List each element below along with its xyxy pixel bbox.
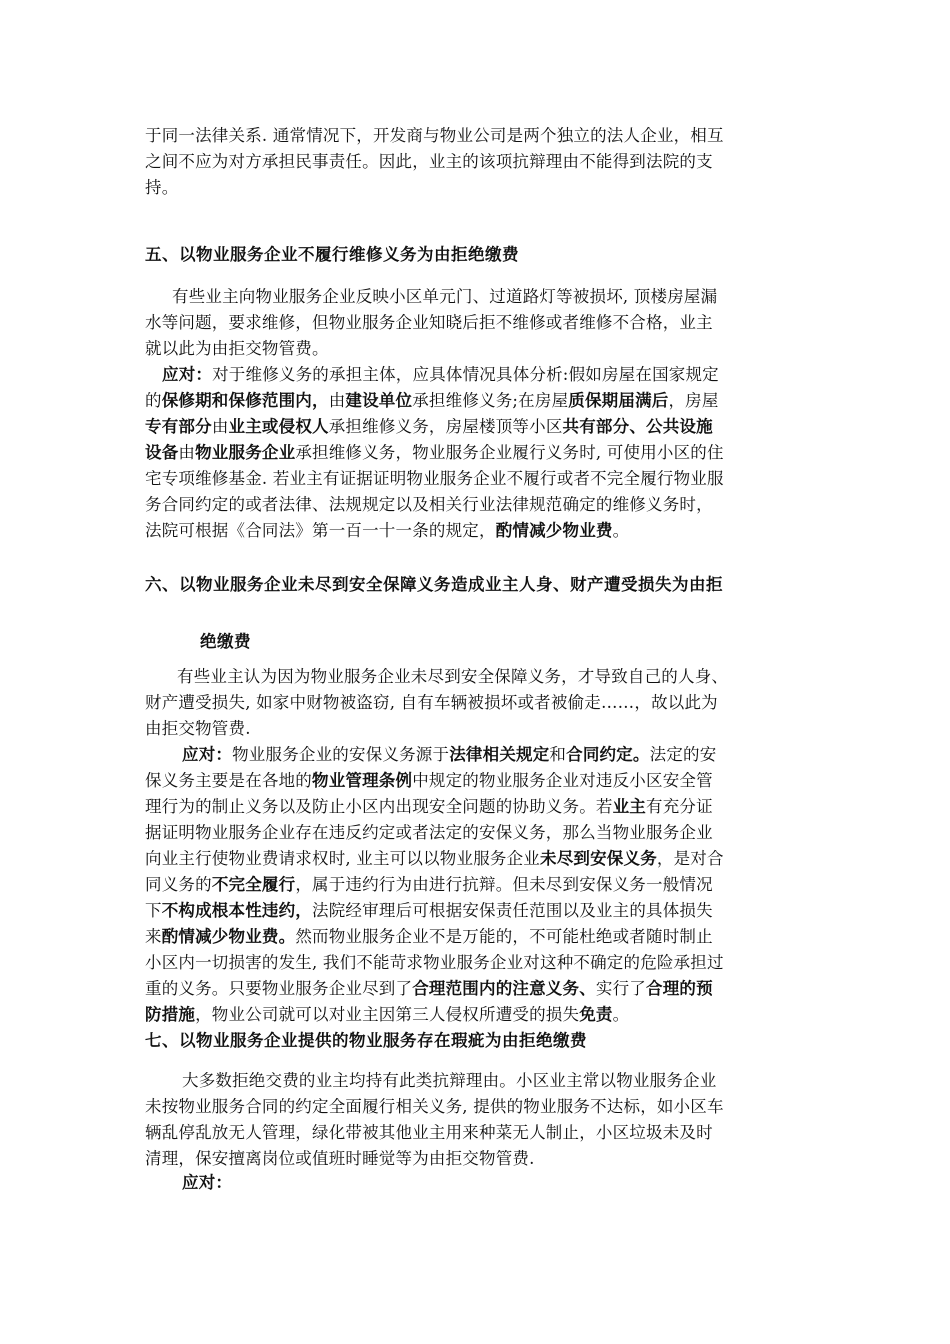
bold-text: 设备 bbox=[145, 443, 179, 462]
section-heading-6: 六、以物业服务企业未尽到安全保障义务造成业主人身、财产遭受损失为由拒 bbox=[145, 575, 723, 594]
bold-text: 专有部分 bbox=[145, 417, 212, 436]
response-line bbox=[145, 977, 713, 1001]
bold-text: 酌情减少物业费 bbox=[495, 521, 613, 540]
text-line: 就以此为由拒交物管费。 bbox=[145, 339, 329, 358]
plain-text: 同义务的 bbox=[145, 875, 212, 894]
section-heading-5: 五、以物业服务企业不履行维修义务为由拒绝缴费 bbox=[145, 245, 519, 264]
plain-text: 由 bbox=[328, 391, 346, 410]
plain-text: ，是对合 bbox=[656, 849, 724, 868]
text-line: 清理，保安擅离岗位或值班时睡觉等为由拒交物管费. bbox=[145, 1149, 535, 1168]
text-line: 未按物业服务合同的约定全面履行相关义务, 提供的物业服务不达标，如小区车 bbox=[145, 1097, 724, 1116]
plain-text: 。 bbox=[612, 521, 630, 540]
plain-text: 理行为的制止义务以及防止小区内出现安全问题的协助义务。若 bbox=[145, 797, 613, 816]
response-line bbox=[145, 769, 713, 793]
plain-text: 法院可根据《合同法》第一百一十一条的规定， bbox=[145, 521, 496, 540]
bold-text: 共有部分、公共设施 bbox=[562, 417, 713, 436]
plain-text: 小区内一切损害的发生, 我们不能苛求物业服务企业对这种不确定的危险承担过 bbox=[145, 953, 724, 972]
bold-text: 免责 bbox=[579, 1005, 613, 1024]
bold-text: 物业管理条例 bbox=[312, 771, 413, 790]
response-line bbox=[145, 1003, 629, 1027]
plain-text: 宅专项维修基金. 若业主有证据证明物业服务企业不履行或者不完全履行物业服 bbox=[145, 469, 724, 488]
bold-text: 应对： bbox=[182, 745, 233, 764]
response-line bbox=[145, 899, 713, 923]
text-line: 财产遭受损失, 如家中财物被盗窃, 自有车辆被损坏或者被偷走……，故以此为 bbox=[145, 693, 718, 712]
response-line bbox=[145, 389, 719, 413]
response-line bbox=[145, 415, 713, 439]
plain-text: 承担维修义务，物业服务企业履行义务时, 可使用小区的住 bbox=[295, 443, 724, 462]
response-line bbox=[145, 873, 713, 897]
plain-text: 有充分证 bbox=[646, 797, 713, 816]
plain-text: 承担维修义务，房屋楼顶等小区 bbox=[328, 417, 563, 436]
bold-text: 合理的预 bbox=[646, 979, 713, 998]
response-line bbox=[182, 743, 716, 767]
plain-text: 重的义务。只要物业服务企业尽到了 bbox=[145, 979, 413, 998]
response-line bbox=[145, 821, 713, 845]
response-line bbox=[145, 847, 724, 871]
plain-text: 保义务主要是在各地的 bbox=[145, 771, 312, 790]
text-line: 有些业主认为因为物业服务企业未尽到安全保障义务，才导致自己的人身、 bbox=[177, 667, 729, 686]
plain-text: 据证明物业服务企业存在违反约定或者法定的安保义务，那么当物业服务企业 bbox=[145, 823, 713, 842]
bold-text: 保修期和保修范围内， bbox=[161, 391, 329, 410]
plain-text: 由 bbox=[178, 443, 196, 462]
plain-text: 下 bbox=[145, 901, 162, 920]
text-line: 于同一法律关系. 通常情况下，开发商与物业公司是两个独立的法人企业，相互 bbox=[145, 126, 724, 145]
plain-text: 承担维修义务;在房屋 bbox=[412, 391, 569, 410]
plain-text: 来 bbox=[145, 927, 162, 946]
bold-text: 合同约定。 bbox=[566, 745, 650, 764]
bold-text: 防措施 bbox=[145, 1005, 196, 1024]
text-line: 持。 bbox=[145, 178, 179, 197]
bold-text: 不完全履行 bbox=[211, 875, 296, 894]
text-line: 由拒交物管费. bbox=[145, 719, 251, 738]
section-heading-7: 七、以物业服务企业提供的物业服务存在瑕疵为由拒绝缴费 bbox=[145, 1031, 587, 1050]
bold-text: 建设单位 bbox=[345, 391, 413, 410]
plain-text: 对于维修义务的承担主体，应具体情况具体分析:假如房屋在国家规定 bbox=[212, 365, 719, 384]
bold-text: 业主或侵权人 bbox=[228, 417, 329, 436]
bold-text: 合理范围内的注意义务、 bbox=[412, 979, 596, 998]
response-line bbox=[145, 925, 713, 949]
plain-text: 和 bbox=[549, 745, 567, 764]
response-line bbox=[145, 519, 629, 543]
plain-text: 务合同约定的或者法律、法规规定以及相关行业法律规范确定的维修义务时， bbox=[145, 495, 713, 514]
plain-text: 的 bbox=[145, 391, 162, 410]
bold-text: 物业服务企业 bbox=[195, 443, 296, 462]
response-line bbox=[145, 441, 724, 465]
plain-text: ，房屋 bbox=[668, 391, 719, 410]
section-heading-6-continued: 绝缴费 bbox=[200, 632, 251, 651]
bold-text: 法律相关规定 bbox=[449, 745, 550, 764]
text-line: 之间不应为对方承担民事责任。因此，业主的该项抗辩理由不能得到法院的支 bbox=[145, 152, 713, 171]
bold-text: 业主 bbox=[612, 797, 647, 816]
plain-text: ，物业公司就可以对业主因第三人侵权所遭受的损失 bbox=[195, 1005, 580, 1024]
text-line: 辆乱停乱放无人管理，绿化带被其他业主用来种菜无人制止，小区垃圾未及时 bbox=[145, 1123, 713, 1142]
bold-text: 未尽到安保义务 bbox=[540, 849, 657, 868]
plain-text: 由 bbox=[211, 417, 229, 436]
plain-text: ，属于违约行为由进行抗辩。但未尽到安保义务一般情况 bbox=[295, 875, 713, 894]
bold-text: 质保期届满后 bbox=[568, 391, 669, 410]
response-line bbox=[162, 363, 719, 387]
text-line: 大多数拒绝交费的业主均持有此类抗辩理由。小区业主常以物业服务企业 bbox=[182, 1071, 717, 1090]
plain-text: 向业主行使物业费请求权时, 业主可以以物业服务企业 bbox=[145, 849, 540, 868]
response-line bbox=[145, 467, 724, 491]
response-line bbox=[145, 951, 724, 975]
plain-text: 中规定的物业服务企业对违反小区安全管 bbox=[412, 771, 713, 790]
plain-text: 实行了 bbox=[595, 979, 647, 998]
plain-text: 法定的安 bbox=[649, 745, 717, 764]
text-line: 有些业主向物业服务企业反映小区单元门、过道路灯等被损坏, 顶楼房屋漏 bbox=[172, 287, 718, 306]
plain-text: 。 bbox=[612, 1005, 630, 1024]
plain-text: 然而物业服务企业不是万能的，不可能杜绝或者随时制止 bbox=[295, 927, 713, 946]
plain-text: 法院经审理后可根据安保责任范围以及业主的具体损失 bbox=[312, 901, 713, 920]
text-line: 水等问题，要求维修，但物业服务企业知晓后拒不维修或者维修不合格，业主 bbox=[145, 313, 713, 332]
bold-text: 酌情减少物业费。 bbox=[161, 927, 296, 946]
response-label: 应对： bbox=[182, 1173, 233, 1192]
plain-text: 物业服务企业的安保义务源于 bbox=[232, 745, 450, 764]
bold-text: 应对： bbox=[162, 365, 213, 384]
response-line bbox=[145, 795, 713, 819]
bold-text: 不构成根本性违约， bbox=[161, 901, 313, 920]
response-line bbox=[145, 493, 713, 517]
